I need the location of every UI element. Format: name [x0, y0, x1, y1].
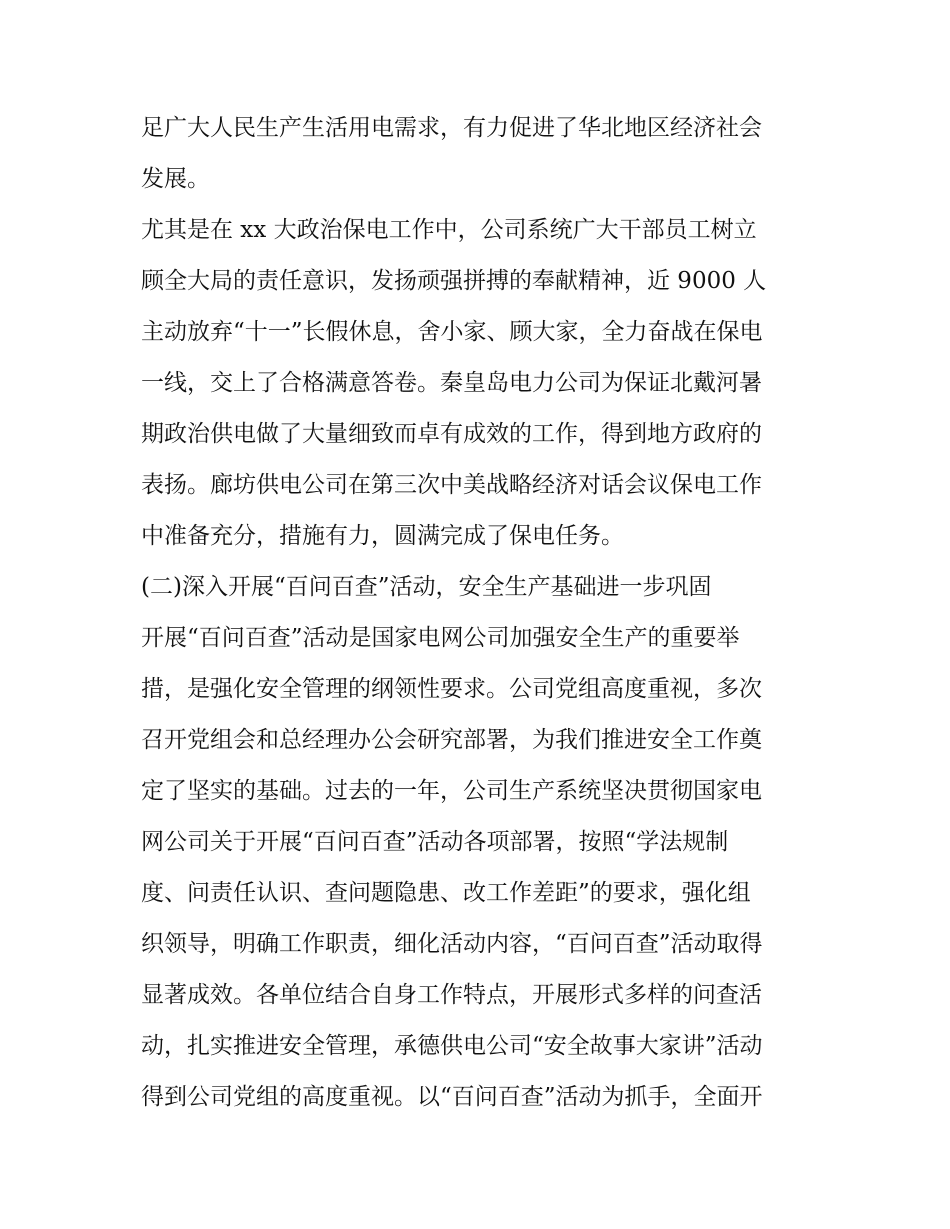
text-line: 中准备充分，措施有力，圆满完成了保电任务。	[141, 523, 624, 549]
text-line: 开展“百问百查”活动是国家电网公司加强安全生产的重要举	[141, 625, 740, 651]
text-line: 主动放弃“十一”长假休息，舍小家、顾大家，全力奋战在保电	[141, 319, 763, 345]
text-line: 显著成效。各单位结合自身工作特点，开展形式多样的问查活	[141, 982, 762, 1008]
text-line: 定了坚实的基础。过去的一年，公司生产系统坚决贯彻国家电	[141, 778, 762, 804]
text-line: 召开党组会和总经理办公会研究部署，为我们推进安全工作奠	[141, 727, 762, 753]
section-heading: (二)深入开展“百问百查”活动，安全生产基础进一步巩固	[141, 574, 712, 600]
text-line: 足广大人民生产生活用电需求，有力促进了华北地区经济社会	[141, 115, 762, 141]
text-line: 尤其是在 xx 大政治保电工作中，公司系统广大干部员工树立	[141, 217, 757, 243]
document-body	[141, 103, 821, 1123]
text-line: 度、问责任认识、查问题隐患、改工作差距”的要求，强化组	[141, 880, 751, 906]
text-line: 动，扎实推进安全管理，承德供电公司“安全故事大家讲”活动	[141, 1033, 763, 1059]
text-line: 期政治供电做了大量细致而卓有成效的工作，得到地方政府的	[141, 421, 762, 447]
text-line: 顾全大局的责任意识，发扬顽强拼搏的奉献精神，近 9000 人	[141, 268, 767, 294]
text-line: 网公司关于开展“百问百查”活动各项部署，按照“学法规制	[141, 829, 729, 855]
text-line: 发展。	[141, 166, 210, 192]
text-line: 一线，交上了合格满意答卷。秦皇岛电力公司为保证北戴河暑	[141, 370, 762, 396]
text-line: 表扬。廊坊供电公司在第三次中美战略经济对话会议保电工作	[141, 472, 762, 498]
text-line: 织领导，明确工作职责，细化活动内容，“百问百查”活动取得	[141, 931, 763, 957]
text-line: 得到公司党组的高度重视。以“百问百查”活动为抓手，全面开	[141, 1084, 763, 1110]
text-line: 措，是强化安全管理的纲领性要求。公司党组高度重视，多次	[141, 676, 762, 702]
